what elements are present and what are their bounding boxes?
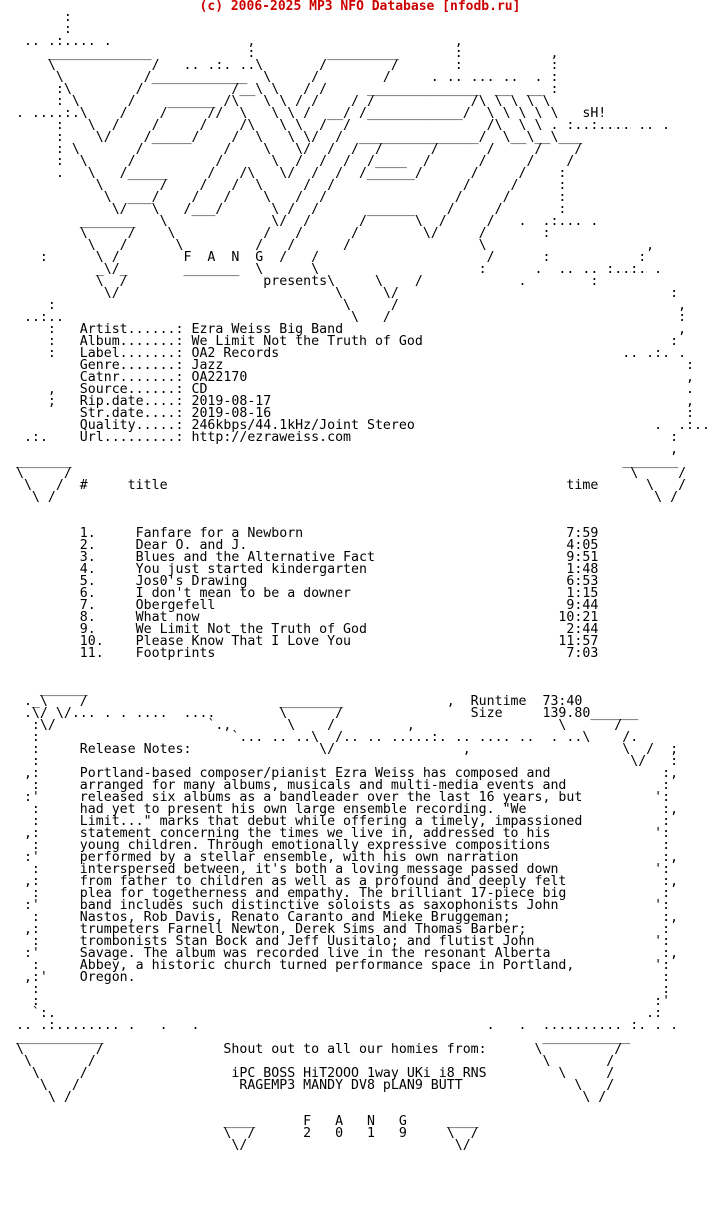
nfodb-header-link[interactable]: (c) 2006-2025 MP3 NFO Database [nfodb.ru] bbox=[199, 0, 521, 14]
nfo-ascii-document: : : .. .:.... . , , _____________ : _________ : , \ / .. .:. ..\ / / : : \ /____________ \ / / . .. ... .. . : :\ / /__\ \ / / ______________ __ __ : : \ / ______ /\ \ \ / / / / /\ \ \ \ \ . ....:.\ / / // \ \ \ / __/ /____________/ \ \ \ \ \ sH! : \ / / / /\ \ \ / / /\ \ \ . :..:.... .. . : \/ /_____/ / \ \ \/ / _______________/ \__\__\___ : \ / / \ \/ / / / / / / / : \ / / \ / / / /____ / / / / . \ /_____ / /\ \/ / / /______/ / / : \ / / / \ / / / / : \ ___/ / / \ / / / / : \/ \ /___/ \ / / ______ / / : _______ \ \/ / / \ / / . .:... . \ / \ / / / \/ / : \ / \ / / / \ , : \ / F A N G / / / : : _\/_ _______ \ \ : . .. .. :..:. . \ / presents\ \ / . : \/ \ \/ : : \ / , ..:.. \ / : : Artist......: Ezra Weiss Big Band , : Album.......: We Limit Not the Truth of God : : Label.......: OA2 Records .. .:. . Genre.......: Jazz : Catnr.......: OA22170 , , Source......: CD . ; Rip.date....: 2019-08-17 , Str.date....: 2019-08-16 : Quality.....: 246kbps/44.1kHz/Joint Stereo . .:.. .:. Url.........: http://ezraweiss.com : , _______ _______ \ / \ / \ / # title time \ / \ / \ / 1. Fanfare for a Newborn 7:59 2. Dear O. and J. 4:05 3. Blues and the Alternative Fact 9:51 4. You just started kindergarten 1:48 5. Jos0's Drawing 6:53 6. I don't mean to be a downer 1:15 7. Obergefell 9:44 8. What now 10:21 9. We Limit Not the Truth of God 2:44 10. Please Know That I Love You 11:57 11. Footprints 7:03 ______ ._\ / ________ , Runtime 73:40 .\/ \/... . . .... .... \ / Size 139.80______ :\/ `., \ / , \ / : `... .. ..\ /.. .. .....:. .. .... .. . ..\ /. : Release Notes: \/ , \ / ; : \/ : ,: Portland-based composer/pianist Ezra Weiss has composed and :, : arranged for many albums, musicals and multi-media events and : :' released six albums as a bandleader over the last 16 years, but ': : had yet to present his own large ensemble recording. "We :, : Limit..." marks that debut while offering a timely, impassioned : ,: statement concerning the times we live in, addressed to his ': : young children. Through emotionally expressive compositions : :' performed by a stellar ensemble, with his own narration :, : interspersed between, it's both a loving message passed down ': ,: from father to children as well as a profound and deeply felt :, : plea for togetherness and empathy. The brilliant 17-piece big : :' band includes such distinctive soloists as saxophonists John ': : Nastos, Rob Davis, Renato Caranto and Mieke Bruggeman; :, ,: trumpeters Farnell Newton, Derek Sims and Thomas Barber; : : trombonists Stan Bock and Jeff Uusitalo; and flutist John ': :' Savage. The album was recorded live in the resonant Alberta :, : Abbey, a historic church turned performance space in Portland, ': ,:' Oregon. : : : : :' `:. .: .. .:........ . . . . . .......... :. . . ___________ ___________ \ / Shout out to all our homies from: \ / \ / \ / \ / iPC BOSS HiT2OOO 1way UKi i8 RNS \ / \ / RAGEMP3 MANDY DV8 pLAN9 BUTT \ / \ / \ / ____ F A N G ____ \ / 2 0 1 9 \ / \/ \/ bbox=[15, 10, 710, 1153]
